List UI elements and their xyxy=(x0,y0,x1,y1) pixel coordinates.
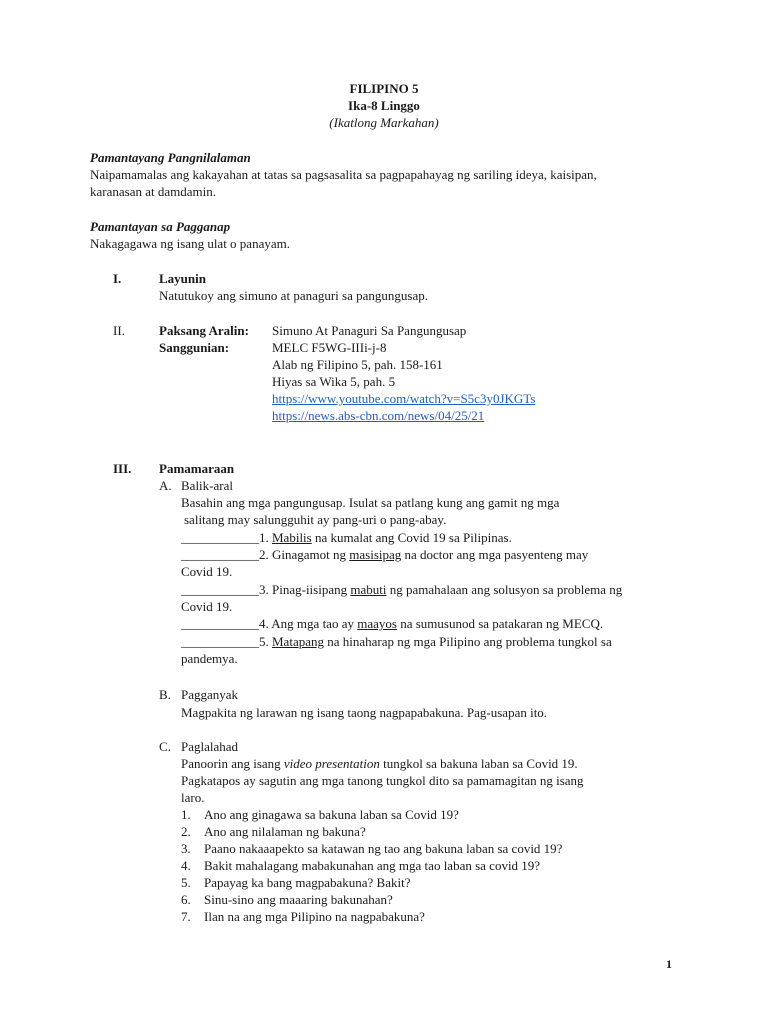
question-number: 5. xyxy=(181,875,191,890)
subject-title: FILIPINO 5 xyxy=(349,81,419,96)
references-label: Sanggunian: xyxy=(159,340,230,355)
topic-value: Simuno At Panaguri Sa Pangungusap xyxy=(272,323,467,338)
section1-text: Natutukoy ang simuno at panaguri sa pangungusap. xyxy=(159,288,428,303)
answer-blank[interactable]: ____________ xyxy=(181,582,259,597)
partC-line2: Pagkatapos ay sagutin ang mga tanong tungkol dito sa pamamagitan ng isang xyxy=(181,773,584,788)
underlined-word: Mabilis xyxy=(272,530,312,545)
partA-instruction-line2: salitang may salungguhit ay pang-uri o pang-abay. xyxy=(184,512,447,527)
reference-item: MELC F5WG-IIIi-j-8 xyxy=(272,340,387,355)
exercise-item: ____________2. Ginagamot ng masisipag na doctor ang mga pasyenteng may xyxy=(181,547,589,562)
content-standard-line2: karanasan at damdamin. xyxy=(90,184,216,199)
question-text: Ilan na ang mga Pilipino na nagpabakuna? xyxy=(204,909,425,924)
underlined-word: masisipag xyxy=(349,547,402,562)
exercise-item: ____________5. Matapang na hinaharap ng mga Pilipino ang problema tungkol sa xyxy=(181,634,612,649)
partC-line3: laro. xyxy=(181,790,205,805)
partC-title: Paglalahad xyxy=(181,739,239,754)
partB-text: Magpakita ng larawan ng isang taong nagpapabakuna. Pag-usapan ito. xyxy=(181,705,548,720)
topic-label: Paksang Aralin: xyxy=(159,323,249,338)
partA-title: Balik-aral xyxy=(181,478,233,493)
exercise-item: ____________3. Pinag-iisipang mabuti ng pamahalaan ang solusyon sa problema ng xyxy=(181,582,623,597)
answer-blank[interactable]: ____________ xyxy=(181,634,259,649)
exercise-item: ____________1. Mabilis na kumalat ang Covid 19 sa Pilipinas. xyxy=(181,530,512,545)
reference-item: Alab ng Filipino 5, pah. 158-161 xyxy=(272,357,443,372)
section3-numeral: III. xyxy=(113,461,132,476)
question-text: Ano ang nilalaman ng bakuna? xyxy=(204,824,366,839)
exercise-item-continuation: pandemya. xyxy=(181,651,238,666)
question-number: 2. xyxy=(181,824,191,839)
question-number: 1. xyxy=(181,807,191,822)
partA-letter: A. xyxy=(159,478,172,493)
section2-numeral: II. xyxy=(113,323,125,338)
answer-blank[interactable]: ____________ xyxy=(181,547,259,562)
underlined-word: mabuti xyxy=(350,582,387,597)
news-link[interactable]: https://news.abs-cbn.com/news/04/25/21 xyxy=(272,408,485,423)
performance-standard-text: Nakagagawa ng isang ulat o panayam. xyxy=(90,236,290,251)
video-presentation-text: video presentation xyxy=(283,756,380,771)
content-standard-line1: Naipamamalas ang kakayahan at tatas sa pagsasalita sa pagpapahayag ng sariling ideya, kaisipan, xyxy=(90,167,597,182)
question-text: Bakit mahalagang mabakunahan ang mga tao laban sa covid 19? xyxy=(204,858,541,873)
reference-item: Hiyas sa Wika 5, pah. 5 xyxy=(272,374,396,389)
quarter-title: (Ikatlong Markahan) xyxy=(329,115,439,130)
partB-title: Pagganyak xyxy=(181,687,239,702)
section1-numeral: I. xyxy=(113,271,122,286)
question-number: 7. xyxy=(181,909,191,924)
exercise-item-continuation: Covid 19. xyxy=(181,564,233,579)
question-number: 4. xyxy=(181,858,191,873)
content-standard-heading: Pamantayang Pangnilalaman xyxy=(90,150,251,165)
youtube-link[interactable]: https://www.youtube.com/watch?v=S5c3y0JKGTs xyxy=(272,391,536,406)
exercise-item-continuation: Covid 19. xyxy=(181,599,233,614)
partA-instruction-line1: Basahin ang mga pangungusap. Isulat sa patlang kung ang gamit ng mga xyxy=(181,495,560,510)
performance-standard-heading: Pamantayan sa Pagganap xyxy=(90,219,231,234)
partC-line1: Panoorin ang isang video presentation tungkol sa bakuna laban sa Covid 19. xyxy=(181,756,578,771)
partC-letter: C. xyxy=(159,739,171,754)
question-text: Paano nakaaapekto sa katawan ng tao ang bakuna laban sa covid 19? xyxy=(204,841,563,856)
underlined-word: Matapang xyxy=(272,634,324,649)
question-text: Papayag ka bang magpabakuna? Bakit? xyxy=(204,875,411,890)
question-number: 6. xyxy=(181,892,191,907)
question-number: 3. xyxy=(181,841,191,856)
exercise-item: ____________4. Ang mga tao ay maayos na sumusunod sa patakaran ng MECQ. xyxy=(181,616,604,631)
answer-blank[interactable]: ____________ xyxy=(181,616,259,631)
underlined-word: maayos xyxy=(357,616,397,631)
question-text: Sinu-sino ang maaaring bakunahan? xyxy=(204,892,393,907)
section3-title: Pamamaraan xyxy=(159,461,235,476)
partB-letter: B. xyxy=(159,687,171,702)
answer-blank[interactable]: ____________ xyxy=(181,530,259,545)
section1-title: Layunin xyxy=(159,271,206,286)
week-title: Ika-8 Linggo xyxy=(348,98,420,113)
page-number: 1 xyxy=(666,957,672,971)
question-text: Ano ang ginagawa sa bakuna laban sa Covid 19? xyxy=(204,807,459,822)
